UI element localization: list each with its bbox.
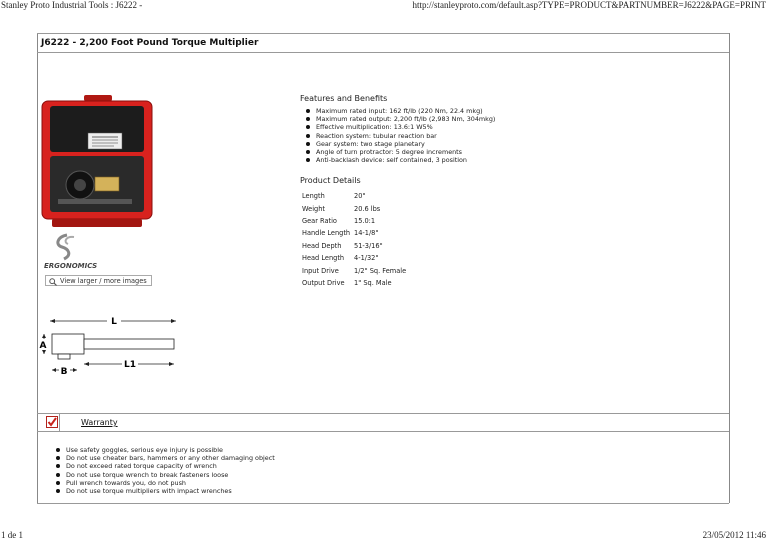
spec-label: Length <box>302 192 325 201</box>
divider <box>37 431 729 432</box>
list-item: Effective multiplication: 13.6:1 W5% <box>303 123 495 131</box>
list-item: Use safety goggles, serious eye injury is possible <box>53 446 275 454</box>
dimension-diagram <box>38 312 180 380</box>
divider <box>37 52 729 53</box>
diagram-label-l1: L1 <box>124 360 136 370</box>
details-heading: Product Details <box>300 176 361 185</box>
divider <box>37 413 729 414</box>
list-item: Do not use torque wrench to break fasteners loose <box>53 471 275 479</box>
product-image <box>40 93 156 233</box>
table-row <box>302 240 406 252</box>
divider <box>59 413 60 431</box>
divider <box>37 503 729 504</box>
table-row <box>302 227 406 239</box>
table-row <box>302 190 406 202</box>
spec-value: 1/2" Sq. Female <box>354 266 407 275</box>
warranty-link[interactable]: Warranty <box>81 418 118 427</box>
table-row <box>302 202 406 214</box>
list-item: Angle of turn protractor: 5 degree increments <box>303 148 495 156</box>
diagram-label-l: L <box>111 317 117 327</box>
list-item: Maximum rated input: 162 ft/lb (220 Nm, 22.4 mkg) <box>303 107 495 115</box>
spec-value: 4-1/32" <box>354 254 379 263</box>
table-row <box>302 215 406 227</box>
list-item: Do not exceed rated torque capacity of wrench <box>53 462 275 470</box>
list-item: Do not use torque multipliers with impact wrenches <box>53 487 275 495</box>
product-title: J6222 - 2,200 Foot Pound Torque Multiplier <box>41 38 259 48</box>
diagram-label-b: B <box>60 367 68 377</box>
spec-label: Handle Length <box>302 229 351 238</box>
list-item: Pull wrench towards you, do not push <box>53 479 275 487</box>
print-timestamp: 23/05/2012 11:46 <box>702 530 766 540</box>
spec-label: Head Length <box>302 254 345 263</box>
table-row <box>302 252 406 264</box>
features-heading: Features and Benefits <box>300 94 388 103</box>
warranty-list <box>53 446 275 495</box>
spec-label: Gear Ratio <box>302 216 337 225</box>
table-row <box>302 277 406 289</box>
diagram-label-a: A <box>39 341 47 351</box>
page-title: Stanley Proto Industrial Tools : J6222 - <box>1 0 143 10</box>
features-list <box>303 107 495 164</box>
spec-value: 1" Sq. Male <box>354 278 392 287</box>
magnifier-icon <box>49 278 57 286</box>
ergonomics-logo-icon <box>52 233 82 261</box>
spec-label: Head Depth <box>302 241 342 250</box>
page-count: 1 de 1 <box>1 530 23 540</box>
brand-logo-text: ERGONOMICS <box>44 262 98 270</box>
checkbox-icon[interactable] <box>46 416 58 428</box>
list-item: Gear system: two stage planetary <box>303 140 495 148</box>
spec-value: 14-1/8" <box>354 229 379 238</box>
table-row <box>302 264 406 276</box>
list-item: Reaction system: tubular reaction bar <box>303 132 495 140</box>
view-larger-label: View larger / more images <box>60 277 147 285</box>
list-item: Anti-backlash device: self contained, 3 position <box>303 156 495 164</box>
spec-value: 15.0:1 <box>354 216 376 225</box>
spec-value: 51-3/16" <box>354 241 383 250</box>
spec-label: Output Drive <box>302 278 345 287</box>
spec-label: Input Drive <box>302 266 339 275</box>
spec-value: 20.6 lbs <box>354 204 381 213</box>
view-larger-link[interactable] <box>45 275 152 286</box>
page-url: http://stanleyproto.com/default.asp?TYPE=PRODUCT&PARTNUMBER=J6222&PAGE=PRINT <box>412 0 766 10</box>
divider <box>37 33 729 34</box>
spec-label: Weight <box>302 204 325 213</box>
list-item: Do not use cheater bars, hammers or any other damaging object <box>53 454 275 462</box>
details-table <box>302 190 406 289</box>
spec-value: 20" <box>354 192 366 201</box>
list-item: Maximum rated output: 2,200 ft/lb (2,983 Nm, 304mkg) <box>303 115 495 123</box>
